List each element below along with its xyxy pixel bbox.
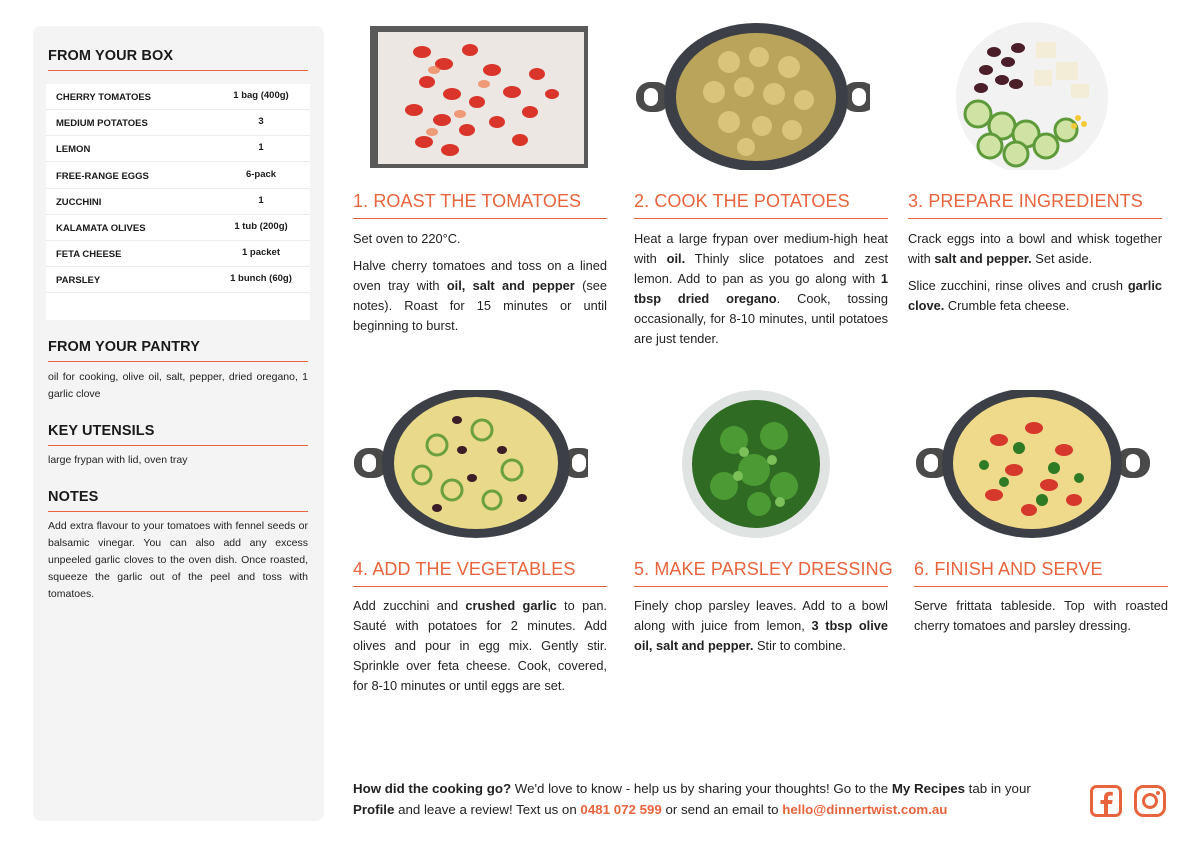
ingredient-qty: 3: [258, 116, 264, 128]
notes-heading: NOTES: [48, 489, 99, 505]
divider: [914, 586, 1168, 587]
ingredient-name: PARSLEY: [56, 275, 101, 287]
box-heading: FROM YOUR BOX: [48, 48, 174, 64]
step-paragraph: Add zucchini and crushed garlic to pan. Sauté with potatoes for 2 minutes. Add olives and pour in egg mix. Gently stir. Sprinkle over feta cheese. Cook, covered, for 8-10 minutes or until eggs are set.: [353, 598, 607, 693]
ingredient-qty: 1: [258, 142, 264, 154]
step-4-text: [353, 596, 607, 703]
step-1-photo: [352, 22, 588, 170]
ingredient-name: FETA CHEESE: [56, 249, 122, 261]
phone-link[interactable]: 0481 072 599: [580, 802, 662, 817]
pantry-text: oil for cooking, olive oil, salt, pepper, dried oregano, 1 garlic clove: [48, 371, 308, 400]
step-2-title: 2. COOK THE POTATOES: [634, 191, 850, 211]
divider: [908, 218, 1162, 219]
ingredient-qty: 1 bunch (60g): [230, 273, 292, 285]
ingredient-qty: 1: [258, 194, 264, 206]
ingredient-qty: 6-pack: [245, 168, 277, 180]
divider: [634, 586, 888, 587]
ingredient-row: [46, 110, 310, 136]
step-4-photo: [352, 390, 588, 538]
ingredient-row: [46, 215, 310, 241]
ingredient-name: CHERRY TOMATOES: [56, 92, 152, 103]
step-paragraph: Slice zucchini, rinse olives and crush garlic clove. Crumble feta cheese.: [908, 278, 1162, 313]
step-2-photo: [634, 22, 870, 170]
step-5-photo: [634, 390, 870, 538]
step-paragraph: Crack eggs into a bowl and whisk together with salt and pepper. Set aside.: [908, 231, 1162, 266]
step-3-photo: [906, 22, 1142, 170]
step-2-text: [634, 229, 888, 356]
divider: [353, 586, 607, 587]
step-paragraph: Heat a large frypan over medium-high heat with oil. Thinly slice potatoes and zest lemon. Add to pan as you go along with 1 tbsp dried oregano. Cook, tossing occasionally, for 8-10 minutes, until potatoes are just tender.: [634, 231, 889, 346]
ingredient-name: MEDIUM POTATOES: [56, 118, 148, 130]
ingredient-row: [46, 163, 310, 189]
instagram-icon[interactable]: [1134, 785, 1166, 817]
ingredient-row: [46, 189, 310, 215]
step-6-text: [914, 596, 1168, 643]
ingredient-row: [46, 84, 310, 110]
divider: [353, 218, 607, 219]
ingredient-row: [46, 136, 310, 162]
pantry-heading: FROM YOUR PANTRY: [48, 339, 200, 355]
footer-text: How did the cooking go? We'd love to know - help us by sharing your thoughts! Go to the My Recipes tab in your Profile and leave a review! Text us on 0481 072 599 or send an email to hello@dinnertwist.com.au: [353, 781, 1031, 817]
ingredient-qty: 1 bag (400g): [233, 90, 289, 101]
email-link[interactable]: hello@dinnertwist.com.au: [782, 802, 948, 817]
ingredient-qty: 1 tub (200g): [234, 221, 288, 232]
ingredient-qty: 1 packet: [241, 247, 281, 259]
step-6-photo: [914, 390, 1150, 538]
ingredient-name: FREE-RANGE EGGS: [56, 170, 149, 182]
step-4-title: 4. ADD THE VEGETABLES: [353, 559, 576, 579]
step-5-text: [634, 596, 888, 663]
ingredient-name: LEMON: [56, 144, 91, 156]
step-3-title: 3. PREPARE INGREDIENTS: [908, 191, 1143, 211]
ingredient-name: KALAMATA OLIVES: [56, 223, 146, 234]
ingredient-name: ZUCCHINI: [56, 196, 102, 208]
notes-text: Add extra flavour to your tomatoes with fennel seeds or balsamic vinegar. You can also add any excess unpeeled garlic cloves to the oven dish. Once roasted, squeeze the garlic out of the peel and toss with tomatoes.: [48, 520, 308, 600]
step-paragraph: Set oven to 220°C.: [353, 231, 461, 246]
utensils-text: large frypan with lid, oven tray: [48, 454, 188, 466]
divider: [48, 70, 308, 71]
facebook-icon[interactable]: [1090, 785, 1122, 817]
step-paragraph: Finely chop parsley leaves. Add to a bowl along with juice from lemon, 3 tbsp olive oil, salt and pepper. Stir to combine.: [634, 598, 888, 653]
utensils-heading: KEY UTENSILS: [48, 423, 155, 439]
divider: [48, 511, 308, 512]
step-3-text: [908, 229, 1162, 323]
ingredient-row: [46, 241, 310, 267]
step-paragraph: Serve frittata tableside. Top with roasted cherry tomatoes and parsley dressing.: [914, 598, 1168, 633]
step-1-text: [353, 229, 607, 343]
step-6-title: 6. FINISH AND SERVE: [914, 559, 1103, 579]
step-1-title: 1. ROAST THE TOMATOES: [353, 191, 582, 211]
step-5-title: 5. MAKE PARSLEY DRESSING: [634, 559, 893, 579]
divider: [634, 218, 888, 219]
divider: [48, 361, 308, 362]
divider: [48, 445, 308, 446]
sidebar: [33, 26, 324, 821]
ingredients-table: [46, 84, 310, 320]
step-paragraph: Halve cherry tomatoes and toss on a lined oven tray with oil, salt and pepper (see notes). Roast for 15 minutes or until beginning to burst.: [353, 258, 607, 333]
ingredient-row: [46, 267, 310, 293]
